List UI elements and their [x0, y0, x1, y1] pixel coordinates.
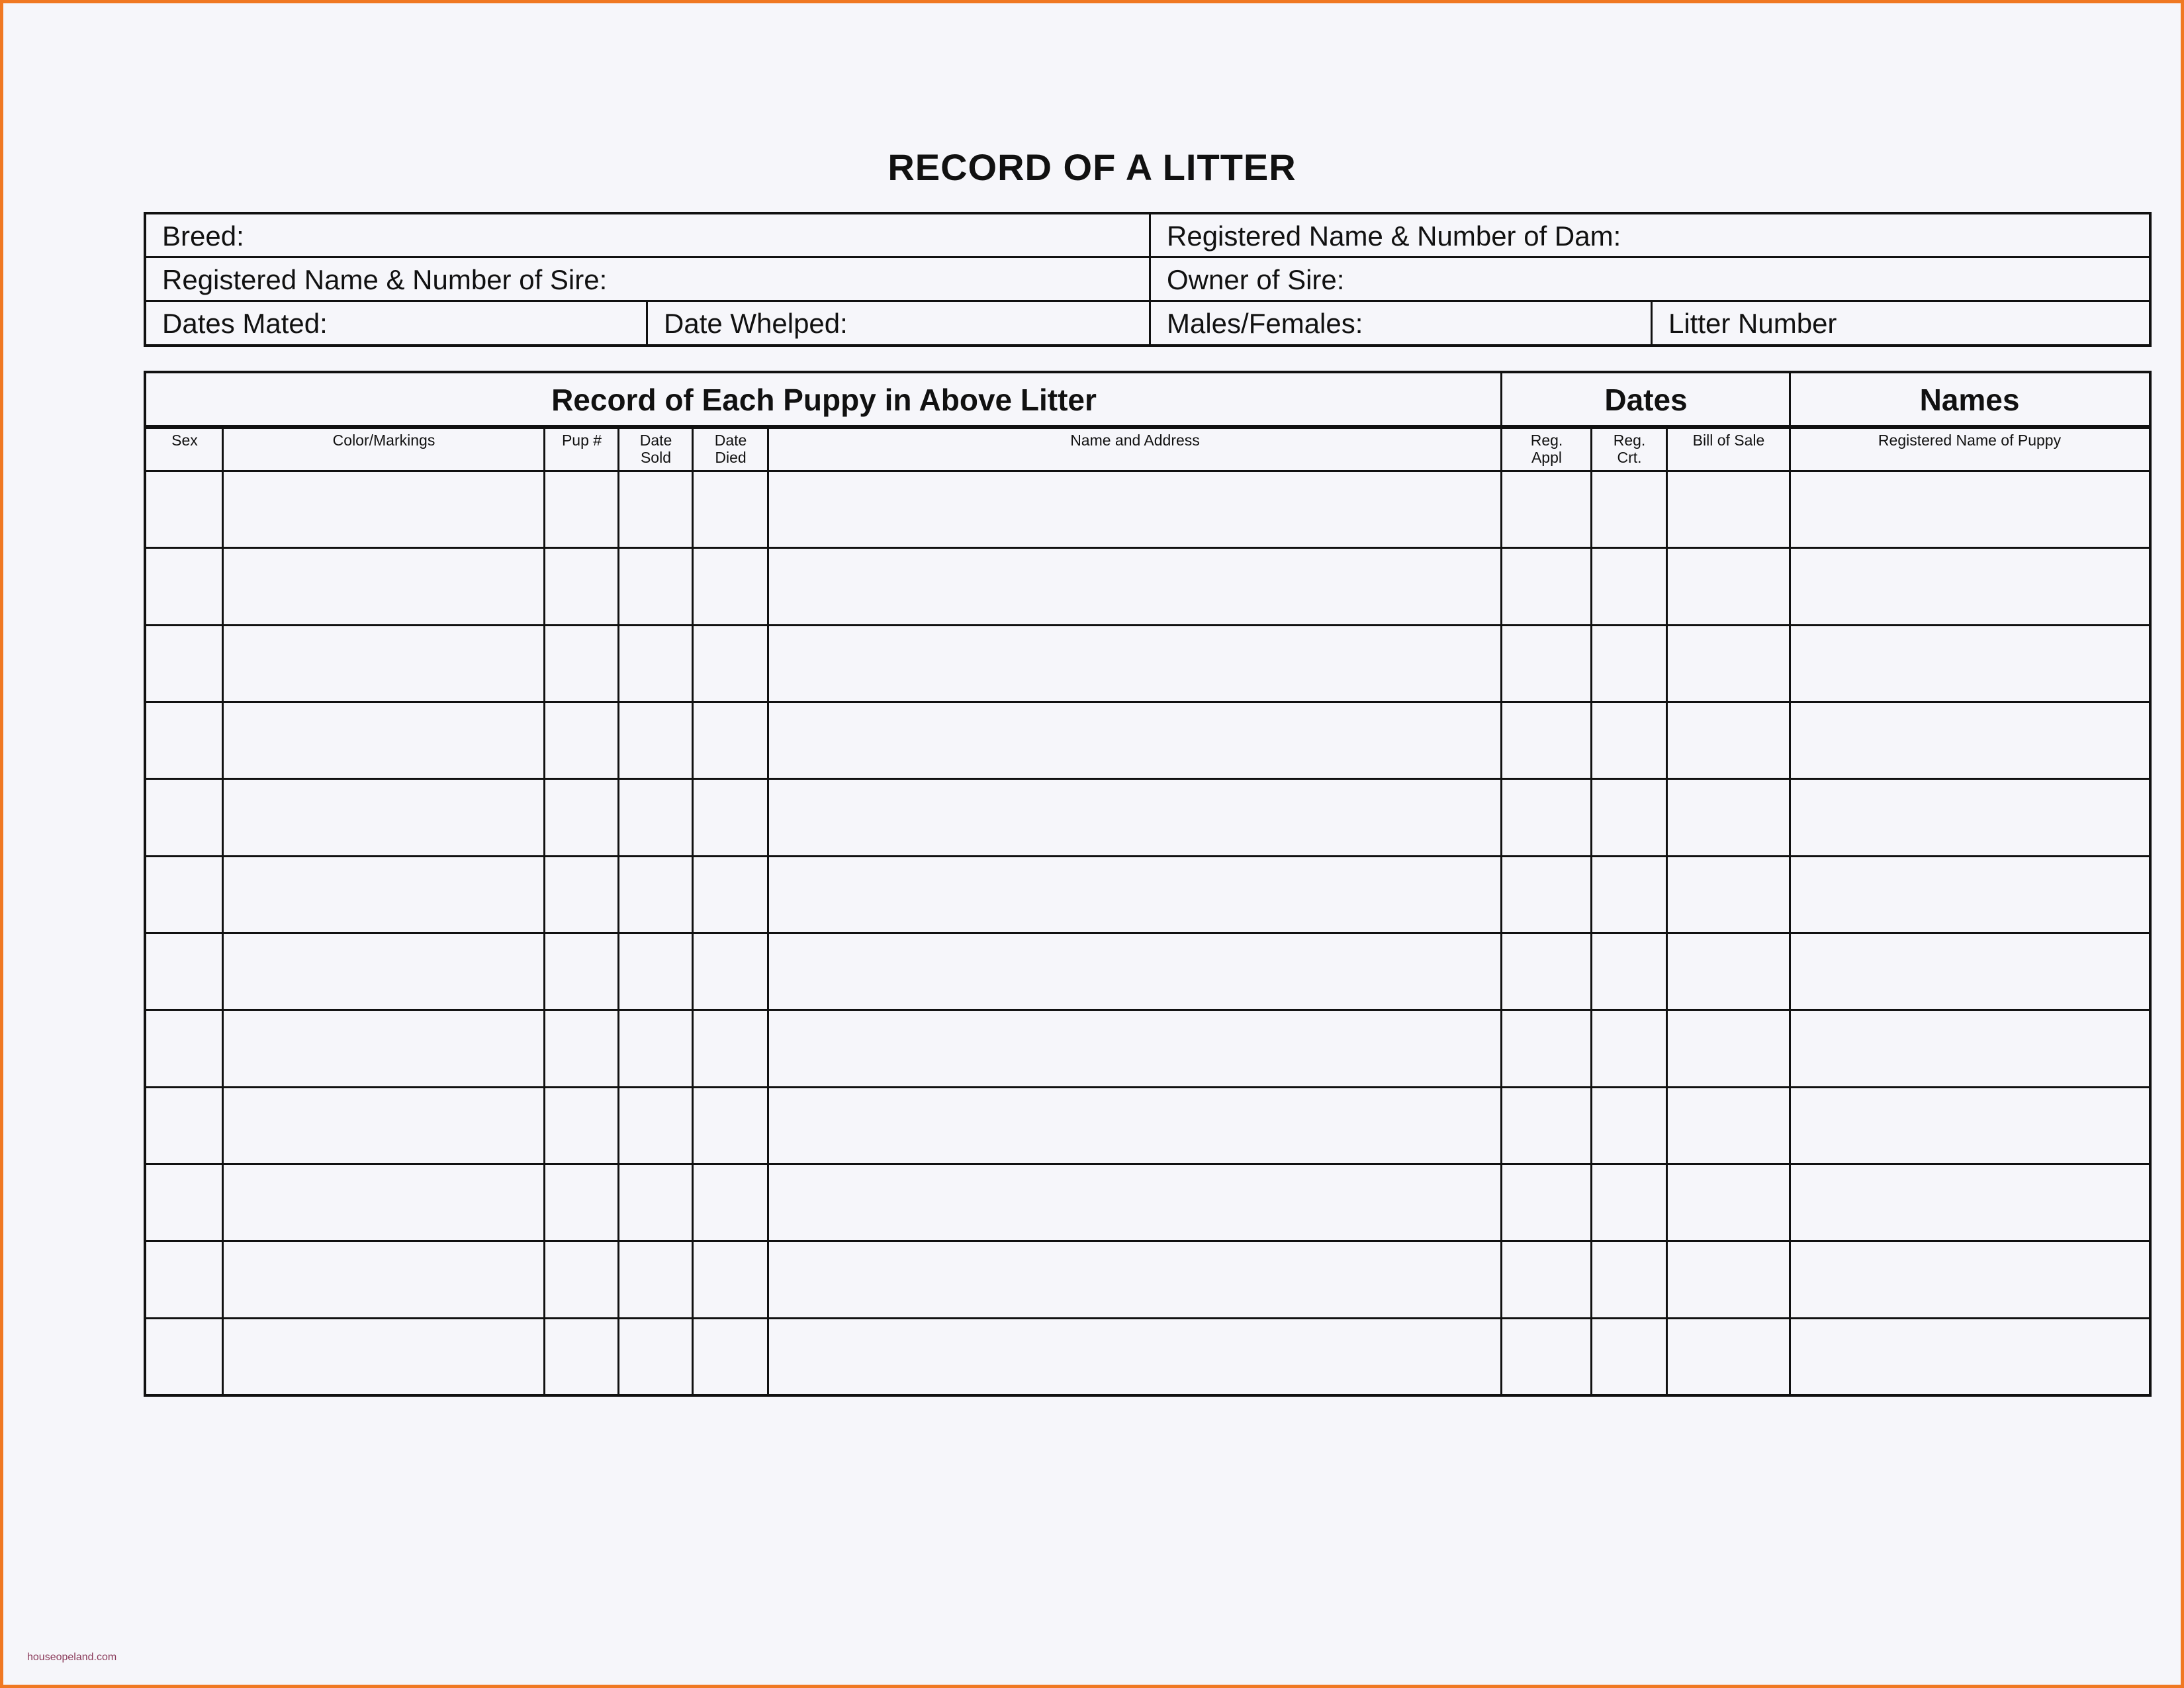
- document-title: RECORD OF A LITTER: [887, 146, 1297, 188]
- col-sex-header: Sex: [171, 432, 198, 449]
- section-names-heading: Names: [1919, 383, 2020, 417]
- col-name-address-header: Name and Address: [1070, 432, 1200, 449]
- col-registered-name-header: Registered Name of Puppy: [1878, 432, 2062, 449]
- col-rule: [767, 429, 769, 1394]
- col-pup-number-header: Pup #: [561, 432, 602, 449]
- col-reg-appl-header: Reg. Appl: [1530, 432, 1563, 466]
- owner-of-sire-label: Owner of Sire:: [1167, 264, 1345, 295]
- dam-field[interactable]: [1151, 214, 2149, 256]
- col-rule: [1590, 429, 1592, 1394]
- watermark: houseopeland.com: [27, 1652, 117, 1663]
- date-whelped-field[interactable]: [648, 302, 1151, 346]
- males-females-field[interactable]: [1151, 302, 1653, 346]
- breed-label: Breed:: [162, 220, 244, 252]
- table-row-rule: [146, 701, 2149, 703]
- litter-info-table: [144, 212, 2152, 347]
- section-record-heading: Record of Each Puppy in Above Litter: [551, 383, 1097, 417]
- dates-mated-field[interactable]: [146, 302, 648, 346]
- sire-label: Registered Name & Number of Sire:: [162, 264, 608, 295]
- header-row-rule: [146, 470, 2149, 472]
- breed-field[interactable]: [146, 214, 1151, 256]
- sire-field[interactable]: [146, 258, 1151, 300]
- col-date-sold-header: Date Sold: [639, 432, 672, 466]
- table-row-rule: [146, 1163, 2149, 1165]
- table-row-rule: [146, 624, 2149, 626]
- info-row-2: [146, 258, 2149, 302]
- col-rule: [543, 429, 545, 1394]
- puppy-record-table: [144, 371, 2152, 1397]
- table-row-rule: [146, 547, 2149, 549]
- col-rule: [222, 429, 224, 1394]
- table-row-rule: [146, 932, 2149, 934]
- table-row-rule: [146, 1240, 2149, 1242]
- col-rule: [1666, 429, 1668, 1394]
- dates-mated-label: Dates Mated:: [162, 308, 328, 339]
- col-bill-of-sale-header: Bill of Sale: [1692, 432, 1765, 449]
- owner-of-sire-field[interactable]: [1151, 258, 2149, 300]
- dam-label: Registered Name & Number of Dam:: [1167, 220, 1621, 252]
- table-row-rule: [146, 1317, 2149, 1319]
- date-whelped-label: Date Whelped:: [664, 308, 848, 339]
- col-rule: [692, 429, 694, 1394]
- info-row-1: [146, 214, 2149, 258]
- males-females-label: Males/Females:: [1167, 308, 1363, 339]
- table-row-rule: [146, 1086, 2149, 1088]
- col-date-died-header: Date Died: [714, 432, 747, 466]
- col-reg-crt-header: Reg. Crt.: [1613, 432, 1646, 466]
- table-row-rule: [146, 778, 2149, 780]
- col-color-markings-header: Color/Markings: [332, 432, 435, 449]
- table-row-rule: [146, 855, 2149, 857]
- section-dates-heading: Dates: [1604, 383, 1688, 417]
- col-rule: [617, 429, 619, 1394]
- litter-number-field[interactable]: [1653, 302, 2149, 346]
- info-row-3: [146, 302, 2149, 346]
- table-row-rule: [146, 1009, 2149, 1011]
- litter-number-label: Litter Number: [1668, 308, 1837, 339]
